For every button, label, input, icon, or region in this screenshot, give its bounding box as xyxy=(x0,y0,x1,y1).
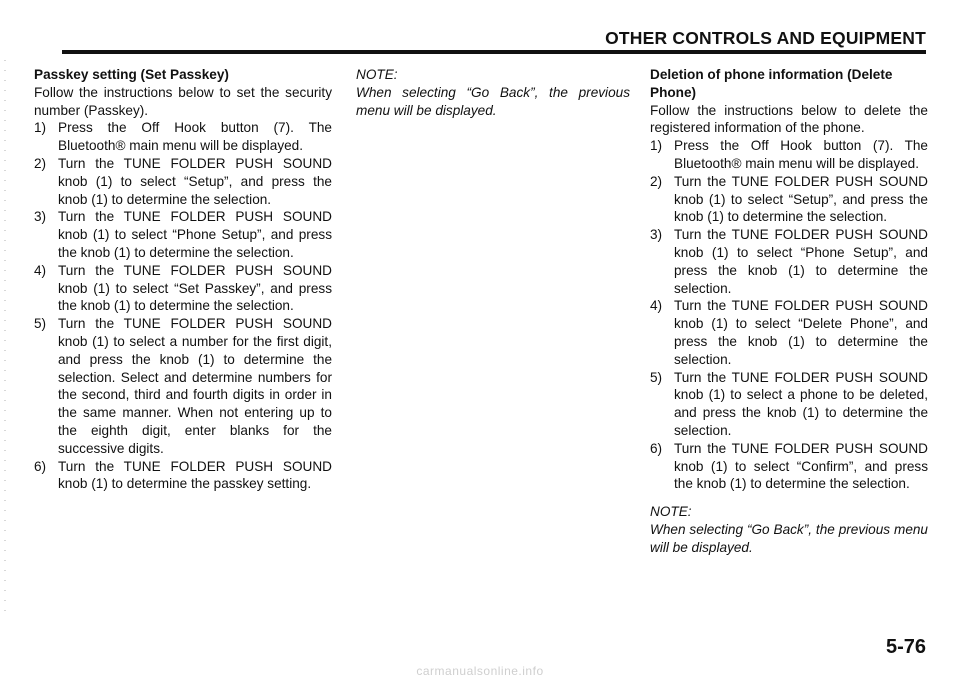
delete-phone-heading: Deletion of phone information (Delete Phone) xyxy=(650,67,893,100)
step-number: 5) xyxy=(650,369,663,385)
list-item xyxy=(650,137,928,173)
delete-phone-steps xyxy=(650,137,928,493)
step-text: Turn the TUNE FOLDER PUSH SOUND knob (1) to select “Delete Phone”, and press the knob (1) to determine the selection. xyxy=(674,298,928,367)
list-item xyxy=(650,440,928,493)
list-item xyxy=(650,369,928,440)
list-item xyxy=(650,226,928,297)
step-number: 1) xyxy=(34,120,47,136)
list-item xyxy=(650,173,928,226)
step-number: 2) xyxy=(650,173,663,189)
step-number: 4) xyxy=(650,298,663,314)
passkey-steps xyxy=(34,119,332,493)
list-item xyxy=(650,297,928,368)
step-text: Press the Off Hook button (7). The Bluetooth® main menu will be displayed. xyxy=(674,138,928,171)
step-number: 3) xyxy=(34,209,47,225)
step-number: 3) xyxy=(650,227,663,243)
column-note xyxy=(356,66,630,119)
column-passkey-setting xyxy=(34,66,332,493)
section-title: OTHER CONTROLS AND EQUIPMENT xyxy=(605,28,926,48)
passkey-intro: Follow the instructions below to set the security number (Passkey). xyxy=(34,84,332,118)
step-text: Turn the TUNE FOLDER PUSH SOUND knob (1) to determine the passkey setting. xyxy=(58,458,332,492)
list-item xyxy=(34,315,332,457)
step-text: Press the Off Hook button (7). The Bluetooth® main menu will be displayed. xyxy=(58,120,332,154)
step-text: Turn the TUNE FOLDER PUSH SOUND knob (1) to select “Set Passkey”, and press the knob (1) to determine the selection. xyxy=(58,262,332,314)
step-number: 6) xyxy=(650,440,663,456)
step-text: Turn the TUNE FOLDER PUSH SOUND knob (1) to select “Phone Setup”, and press the knob (1) to determine the selection. xyxy=(58,209,332,260)
step-number: 6) xyxy=(34,458,47,474)
note-text: When selecting “Go Back”, the previous menu will be displayed. xyxy=(650,521,928,555)
step-number: 1) xyxy=(650,138,663,154)
header-rule xyxy=(62,50,926,54)
step-number: 4) xyxy=(34,262,47,278)
note-text: When selecting “Go Back”, the previous menu will be displayed. xyxy=(356,84,630,118)
page-number: 5-76 xyxy=(885,636,926,658)
list-item xyxy=(34,119,332,155)
column-delete-phone xyxy=(650,66,928,557)
note-label: NOTE: xyxy=(356,67,398,82)
step-number: 5) xyxy=(34,316,47,332)
spacer xyxy=(650,493,928,503)
delete-phone-intro: Follow the instructions below to delete the registered information of the phone. xyxy=(650,102,928,136)
list-item xyxy=(34,262,332,315)
note-label: NOTE: xyxy=(650,504,692,520)
list-item xyxy=(34,458,332,494)
binding-edge-marks xyxy=(4,60,6,620)
step-text: Turn the TUNE FOLDER PUSH SOUND knob (1) to select “Setup”, and press the knob (1) to determine the selection. xyxy=(58,155,332,207)
step-text: Turn the TUNE FOLDER PUSH SOUND knob (1) to select a phone to be deleted, and press the knob (1) to determine the selection. xyxy=(674,369,928,438)
step-text: Turn the TUNE FOLDER PUSH SOUND knob (1) to select a number for the first digit, and press the knob (1) to determine the selection. Select and determine numbers for the second, third and fourth digits in order in the same manner. When not entering up to the eighth digit, enter blanks for the successive digits. xyxy=(58,316,332,456)
watermark: carmanualsonline.info xyxy=(416,664,544,678)
list-item xyxy=(34,208,332,261)
passkey-heading: Passkey setting (Set Passkey) xyxy=(34,67,229,82)
step-text: Turn the TUNE FOLDER PUSH SOUND knob (1) to select “Phone Setup”, and press the knob (1) to determine the selection. xyxy=(674,227,928,296)
list-item xyxy=(34,155,332,208)
step-number: 2) xyxy=(34,155,47,171)
step-text: Turn the TUNE FOLDER PUSH SOUND knob (1) to select “Setup”, and press the knob (1) to determine the selection. xyxy=(674,173,928,225)
step-text: Turn the TUNE FOLDER PUSH SOUND knob (1) to select “Confirm”, and press the knob (1) to determine the selection. xyxy=(674,440,928,492)
